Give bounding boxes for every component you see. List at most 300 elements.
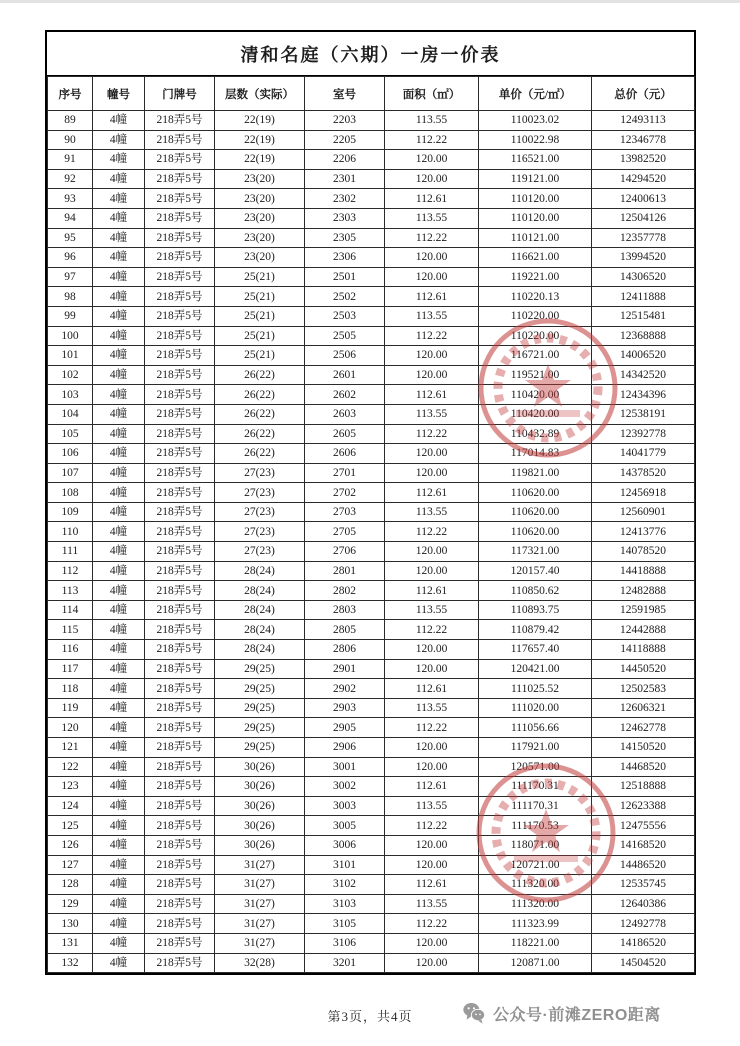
table-cell: 2805 <box>305 620 385 640</box>
table-header-cell: 门牌号 <box>145 77 215 111</box>
table-cell: 4幢 <box>93 679 145 699</box>
table-cell: 113.55 <box>385 111 479 131</box>
table-cell: 99 <box>48 306 93 326</box>
table-cell: 112.61 <box>385 385 479 405</box>
table-row <box>48 111 695 131</box>
table-cell: 2705 <box>305 522 385 542</box>
table-cell: 120.00 <box>385 150 479 170</box>
table-cell: 108 <box>48 483 93 503</box>
table-header-cell: 单价（元/㎡） <box>479 77 592 111</box>
table-cell: 27(23) <box>215 483 305 503</box>
table-cell: 12357778 <box>592 228 695 248</box>
table-row <box>48 306 695 326</box>
table-cell: 2605 <box>305 424 385 444</box>
table-cell: 2803 <box>305 600 385 620</box>
table-cell: 12504126 <box>592 208 695 228</box>
table-cell: 218弄5号 <box>145 659 215 679</box>
table-cell: 2801 <box>305 561 385 581</box>
table-cell: 218弄5号 <box>145 679 215 699</box>
table-cell: 113.55 <box>385 796 479 816</box>
table-cell: 4幢 <box>93 581 145 601</box>
table-cell: 2603 <box>305 404 385 424</box>
table-cell: 2602 <box>305 385 385 405</box>
table-cell: 93 <box>48 189 93 209</box>
table-row <box>48 640 695 660</box>
table-cell: 4幢 <box>93 326 145 346</box>
table-cell: 3005 <box>305 816 385 836</box>
table-cell: 28(24) <box>215 640 305 660</box>
table-cell: 12591985 <box>592 600 695 620</box>
table-cell: 2203 <box>305 111 385 131</box>
table-cell: 4幢 <box>93 796 145 816</box>
table-cell: 3003 <box>305 796 385 816</box>
table-cell: 4幢 <box>93 228 145 248</box>
table-cell: 218弄5号 <box>145 228 215 248</box>
table-cell: 14150520 <box>592 738 695 758</box>
table-cell: 2206 <box>305 150 385 170</box>
table-cell: 218弄5号 <box>145 346 215 366</box>
table-cell: 26(22) <box>215 404 305 424</box>
table-cell: 14041779 <box>592 444 695 464</box>
table-cell: 2706 <box>305 542 385 562</box>
table-cell: 117321.00 <box>479 542 592 562</box>
table-row <box>48 326 695 346</box>
table-cell: 2301 <box>305 169 385 189</box>
table-cell: 4幢 <box>93 248 145 268</box>
table-cell: 102 <box>48 365 93 385</box>
table-cell: 25(21) <box>215 287 305 307</box>
table-cell: 14078520 <box>592 542 695 562</box>
table-cell: 12456918 <box>592 483 695 503</box>
table-cell: 105 <box>48 424 93 444</box>
table-row <box>48 150 695 170</box>
table-row <box>48 385 695 405</box>
price-table-container <box>45 30 696 975</box>
table-cell: 22(19) <box>215 150 305 170</box>
table-cell: 4幢 <box>93 404 145 424</box>
table-cell: 118 <box>48 679 93 699</box>
table-cell: 26(22) <box>215 444 305 464</box>
table-cell: 12502583 <box>592 679 695 699</box>
table-cell: 4幢 <box>93 424 145 444</box>
table-cell: 113.55 <box>385 894 479 914</box>
table-cell: 3105 <box>305 914 385 934</box>
table-cell: 218弄5号 <box>145 169 215 189</box>
table-cell: 26(22) <box>215 385 305 405</box>
table-cell: 110432.89 <box>479 424 592 444</box>
wechat-account-label: 公众号·前滩ZERO距离 <box>493 1006 661 1024</box>
table-cell: 218弄5号 <box>145 248 215 268</box>
table-row <box>48 600 695 620</box>
table-cell: 27(23) <box>215 502 305 522</box>
table-cell: 4幢 <box>93 875 145 895</box>
table-header-cell: 总价（元） <box>592 77 695 111</box>
table-cell: 120 <box>48 718 93 738</box>
table-cell: 218弄5号 <box>145 777 215 797</box>
table-row <box>48 169 695 189</box>
table-cell: 3103 <box>305 894 385 914</box>
table-cell: 4幢 <box>93 287 145 307</box>
table-header-cell: 序号 <box>48 77 93 111</box>
table-cell: 2901 <box>305 659 385 679</box>
table-cell: 112.22 <box>385 816 479 836</box>
table-cell: 112.22 <box>385 718 479 738</box>
table-header-cell: 室号 <box>305 77 385 111</box>
table-cell: 25(21) <box>215 306 305 326</box>
table-cell: 218弄5号 <box>145 894 215 914</box>
table-cell: 110220.13 <box>479 287 592 307</box>
table-cell: 29(25) <box>215 718 305 738</box>
table-cell: 132 <box>48 953 93 973</box>
table-cell: 120.00 <box>385 444 479 464</box>
table-row <box>48 698 695 718</box>
table-cell: 31(27) <box>215 894 305 914</box>
table-cell: 120.00 <box>385 365 479 385</box>
table-cell: 218弄5号 <box>145 130 215 150</box>
table-header-cell: 层数（实际） <box>215 77 305 111</box>
table-cell: 110620.00 <box>479 522 592 542</box>
table-row <box>48 502 695 522</box>
table-cell: 117 <box>48 659 93 679</box>
table-cell: 4幢 <box>93 267 145 287</box>
table-cell: 120721.00 <box>479 855 592 875</box>
table-cell: 2506 <box>305 346 385 366</box>
table-cell: 218弄5号 <box>145 365 215 385</box>
table-cell: 110220.00 <box>479 326 592 346</box>
table-cell: 2501 <box>305 267 385 287</box>
table-cell: 95 <box>48 228 93 248</box>
table-cell: 120.00 <box>385 463 479 483</box>
table-cell: 2903 <box>305 698 385 718</box>
table-cell: 120.00 <box>385 542 479 562</box>
table-row <box>48 933 695 953</box>
table-cell: 12482888 <box>592 581 695 601</box>
table-row <box>48 287 695 307</box>
table-cell: 4幢 <box>93 914 145 934</box>
table-cell: 28(24) <box>215 600 305 620</box>
table-cell: 120.00 <box>385 640 479 660</box>
table-cell: 100 <box>48 326 93 346</box>
table-cell: 12400613 <box>592 189 695 209</box>
table-cell: 119121.00 <box>479 169 592 189</box>
table-cell: 23(20) <box>215 208 305 228</box>
table-cell: 4幢 <box>93 444 145 464</box>
table-cell: 119 <box>48 698 93 718</box>
table-cell: 112.22 <box>385 620 479 640</box>
table-cell: 120.00 <box>385 757 479 777</box>
table-cell: 112.61 <box>385 777 479 797</box>
table-cell: 3106 <box>305 933 385 953</box>
table-cell: 120.00 <box>385 738 479 758</box>
table-cell: 110420.00 <box>479 404 592 424</box>
table-row <box>48 561 695 581</box>
table-cell: 12535745 <box>592 875 695 895</box>
table-cell: 119821.00 <box>479 463 592 483</box>
table-cell: 4幢 <box>93 208 145 228</box>
table-row <box>48 757 695 777</box>
table-cell: 4幢 <box>93 757 145 777</box>
table-row <box>48 796 695 816</box>
table-cell: 3001 <box>305 757 385 777</box>
table-cell: 12518888 <box>592 777 695 797</box>
table-cell: 115 <box>48 620 93 640</box>
table-cell: 14378520 <box>592 463 695 483</box>
table-cell: 90 <box>48 130 93 150</box>
table-cell: 120.00 <box>385 933 479 953</box>
table-cell: 92 <box>48 169 93 189</box>
table-cell: 126 <box>48 835 93 855</box>
table-cell: 120.00 <box>385 855 479 875</box>
table-cell: 30(26) <box>215 835 305 855</box>
table-cell: 112.22 <box>385 522 479 542</box>
table-cell: 2502 <box>305 287 385 307</box>
table-cell: 218弄5号 <box>145 914 215 934</box>
table-cell: 14504520 <box>592 953 695 973</box>
table-cell: 112.22 <box>385 326 479 346</box>
table-cell: 4幢 <box>93 738 145 758</box>
table-cell: 218弄5号 <box>145 796 215 816</box>
table-cell: 112 <box>48 561 93 581</box>
table-cell: 111056.66 <box>479 718 592 738</box>
table-cell: 2905 <box>305 718 385 738</box>
table-cell: 2302 <box>305 189 385 209</box>
table-cell: 12493113 <box>592 111 695 131</box>
table-cell: 2902 <box>305 679 385 699</box>
table-cell: 29(25) <box>215 659 305 679</box>
table-cell: 22(19) <box>215 130 305 150</box>
table-cell: 4幢 <box>93 463 145 483</box>
table-cell: 30(26) <box>215 796 305 816</box>
table-cell: 128 <box>48 875 93 895</box>
table-cell: 109 <box>48 502 93 522</box>
table-cell: 117921.00 <box>479 738 592 758</box>
table-cell: 112.61 <box>385 581 479 601</box>
table-cell: 91 <box>48 150 93 170</box>
table-cell: 12368888 <box>592 326 695 346</box>
table-cell: 218弄5号 <box>145 306 215 326</box>
table-cell: 218弄5号 <box>145 835 215 855</box>
table-cell: 218弄5号 <box>145 561 215 581</box>
table-cell: 94 <box>48 208 93 228</box>
table-row <box>48 679 695 699</box>
table-row <box>48 718 695 738</box>
table-row <box>48 130 695 150</box>
table-cell: 121 <box>48 738 93 758</box>
table-cell: 110022.98 <box>479 130 592 150</box>
table-cell: 131 <box>48 933 93 953</box>
table-row <box>48 816 695 836</box>
table-cell: 2806 <box>305 640 385 660</box>
table-cell: 4幢 <box>93 894 145 914</box>
table-cell: 14450520 <box>592 659 695 679</box>
table-cell: 118221.00 <box>479 933 592 953</box>
table-cell: 30(26) <box>215 757 305 777</box>
table-cell: 104 <box>48 404 93 424</box>
table-cell: 4幢 <box>93 855 145 875</box>
table-cell: 120.00 <box>385 267 479 287</box>
table-cell: 12392778 <box>592 424 695 444</box>
table-cell: 4幢 <box>93 718 145 738</box>
table-row <box>48 346 695 366</box>
table-cell: 218弄5号 <box>145 502 215 522</box>
table-cell: 4幢 <box>93 542 145 562</box>
table-cell: 218弄5号 <box>145 444 215 464</box>
table-cell: 218弄5号 <box>145 620 215 640</box>
table-cell: 14294520 <box>592 169 695 189</box>
table-cell: 4幢 <box>93 189 145 209</box>
table-cell: 218弄5号 <box>145 111 215 131</box>
table-cell: 218弄5号 <box>145 522 215 542</box>
table-cell: 31(27) <box>215 875 305 895</box>
page-number: 第3页，共4页 <box>327 1009 413 1024</box>
table-cell: 218弄5号 <box>145 326 215 346</box>
table-cell: 31(27) <box>215 914 305 934</box>
table-cell: 130 <box>48 914 93 934</box>
table-cell: 119521.00 <box>479 365 592 385</box>
table-row <box>48 659 695 679</box>
table-cell: 12462778 <box>592 718 695 738</box>
table-cell: 122 <box>48 757 93 777</box>
table-cell: 218弄5号 <box>145 542 215 562</box>
table-cell: 218弄5号 <box>145 640 215 660</box>
table-cell: 27(23) <box>215 463 305 483</box>
table-cell: 110850.62 <box>479 581 592 601</box>
table-cell: 4幢 <box>93 640 145 660</box>
table-cell: 120421.00 <box>479 659 592 679</box>
table-cell: 218弄5号 <box>145 483 215 503</box>
price-table-header-row <box>48 77 695 111</box>
table-row <box>48 248 695 268</box>
table-cell: 22(19) <box>215 111 305 131</box>
table-cell: 111 <box>48 542 93 562</box>
table-cell: 218弄5号 <box>145 208 215 228</box>
table-cell: 123 <box>48 777 93 797</box>
table-cell: 29(25) <box>215 698 305 718</box>
table-cell: 4幢 <box>93 659 145 679</box>
table-cell: 26(22) <box>215 365 305 385</box>
table-cell: 13994520 <box>592 248 695 268</box>
table-cell: 12560901 <box>592 502 695 522</box>
table-cell: 2906 <box>305 738 385 758</box>
table-cell: 120.00 <box>385 248 479 268</box>
price-table-body <box>48 111 695 973</box>
table-cell: 218弄5号 <box>145 933 215 953</box>
table-cell: 14186520 <box>592 933 695 953</box>
table-cell: 4幢 <box>93 169 145 189</box>
table-cell: 218弄5号 <box>145 600 215 620</box>
table-cell: 4幢 <box>93 522 145 542</box>
table-cell: 2205 <box>305 130 385 150</box>
table-cell: 110121.00 <box>479 228 592 248</box>
table-cell: 119221.00 <box>479 267 592 287</box>
table-row <box>48 365 695 385</box>
table-cell: 12346778 <box>592 130 695 150</box>
table-cell: 14418888 <box>592 561 695 581</box>
table-cell: 13982520 <box>592 150 695 170</box>
table-cell: 23(20) <box>215 189 305 209</box>
table-cell: 32(28) <box>215 953 305 973</box>
table-row <box>48 189 695 209</box>
table-cell: 14006520 <box>592 346 695 366</box>
table-row <box>48 855 695 875</box>
table-cell: 111320.00 <box>479 875 592 895</box>
table-cell: 112.61 <box>385 875 479 895</box>
table-cell: 23(20) <box>215 248 305 268</box>
table-cell: 2503 <box>305 306 385 326</box>
table-cell: 112.22 <box>385 228 479 248</box>
table-row <box>48 542 695 562</box>
table-cell: 2701 <box>305 463 385 483</box>
table-cell: 4幢 <box>93 933 145 953</box>
table-cell: 110220.00 <box>479 306 592 326</box>
table-cell: 4幢 <box>93 698 145 718</box>
table-cell: 113.55 <box>385 208 479 228</box>
table-cell: 218弄5号 <box>145 757 215 777</box>
table-cell: 113.55 <box>385 600 479 620</box>
table-cell: 12475556 <box>592 816 695 836</box>
table-cell: 112.61 <box>385 679 479 699</box>
table-cell: 2505 <box>305 326 385 346</box>
table-cell: 4幢 <box>93 111 145 131</box>
table-cell: 218弄5号 <box>145 404 215 424</box>
table-cell: 218弄5号 <box>145 875 215 895</box>
table-header-cell: 面积（㎡） <box>385 77 479 111</box>
table-cell: 97 <box>48 267 93 287</box>
table-cell: 12442888 <box>592 620 695 640</box>
table-cell: 27(23) <box>215 542 305 562</box>
table-cell: 25(21) <box>215 267 305 287</box>
table-cell: 218弄5号 <box>145 287 215 307</box>
table-cell: 113 <box>48 581 93 601</box>
table-cell: 4幢 <box>93 561 145 581</box>
table-cell: 114 <box>48 600 93 620</box>
table-cell: 4幢 <box>93 835 145 855</box>
table-cell: 4幢 <box>93 365 145 385</box>
table-cell: 218弄5号 <box>145 267 215 287</box>
table-cell: 112.22 <box>385 424 479 444</box>
table-cell: 120.00 <box>385 953 479 973</box>
table-cell: 111020.00 <box>479 698 592 718</box>
table-cell: 120.00 <box>385 346 479 366</box>
table-cell: 12413776 <box>592 522 695 542</box>
table-cell: 2601 <box>305 365 385 385</box>
table-cell: 218弄5号 <box>145 855 215 875</box>
table-cell: 103 <box>48 385 93 405</box>
table-header-cell: 幢号 <box>93 77 145 111</box>
table-cell: 113.55 <box>385 698 479 718</box>
table-cell: 12623388 <box>592 796 695 816</box>
table-cell: 120571.00 <box>479 757 592 777</box>
table-cell: 4幢 <box>93 502 145 522</box>
table-cell: 124 <box>48 796 93 816</box>
table-cell: 4幢 <box>93 816 145 836</box>
table-cell: 125 <box>48 816 93 836</box>
scan-edge-artifact <box>0 0 740 3</box>
table-row <box>48 404 695 424</box>
table-cell: 218弄5号 <box>145 718 215 738</box>
table-row <box>48 777 695 797</box>
table-cell: 12606321 <box>592 698 695 718</box>
table-cell: 29(25) <box>215 738 305 758</box>
table-cell: 218弄5号 <box>145 150 215 170</box>
table-cell: 218弄5号 <box>145 953 215 973</box>
table-cell: 14118888 <box>592 640 695 660</box>
table-cell: 111320.00 <box>479 894 592 914</box>
table-cell: 96 <box>48 248 93 268</box>
table-cell: 112.61 <box>385 287 479 307</box>
table-cell: 218弄5号 <box>145 463 215 483</box>
table-cell: 112.61 <box>385 483 479 503</box>
